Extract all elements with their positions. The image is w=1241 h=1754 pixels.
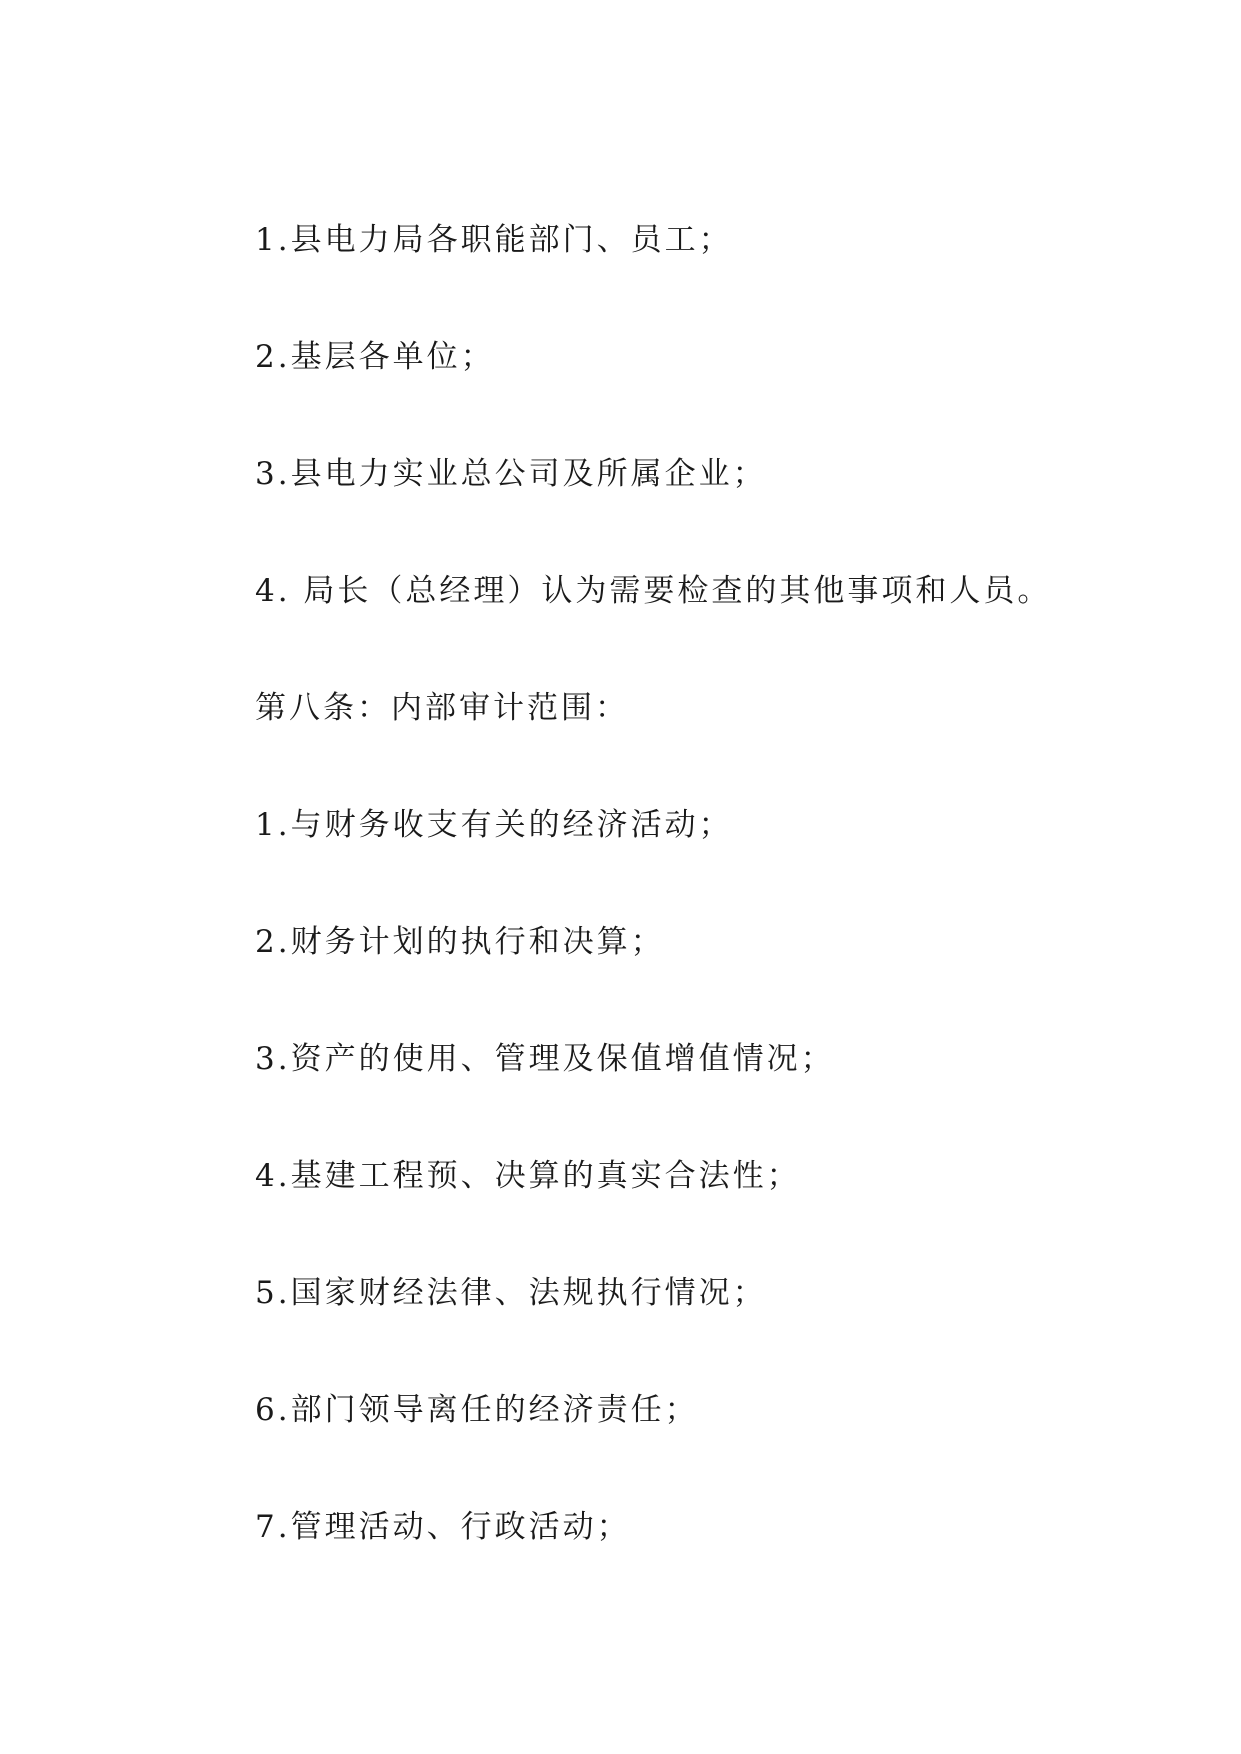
- list-item-audit-5: 5.国家财经法律、法规执行情况；: [255, 1275, 767, 1311]
- list-item-scope-4: 4. 局长（总经理）认为需要检查的其他事项和人员。: [255, 573, 1052, 609]
- list-item-scope-1: 1.县电力局各职能部门、员工；: [255, 222, 733, 258]
- list-item-scope-2: 2.基层各单位；: [255, 339, 495, 375]
- list-item-audit-3: 3.资产的使用、管理及保值增值情况；: [255, 1041, 835, 1077]
- document-body: [255, 215, 1135, 1619]
- list-item-audit-1: 1.与财务收支有关的经济活动；: [255, 807, 733, 843]
- list-item-audit-4: 4.基建工程预、决算的真实合法性；: [255, 1158, 801, 1194]
- list-item-audit-2: 2.财务计划的执行和决算；: [255, 924, 665, 960]
- list-item-audit-7: 7.管理活动、行政活动；: [255, 1509, 631, 1545]
- list-item-scope-3: 3.县电力实业总公司及所属企业；: [255, 456, 767, 492]
- article-8-heading: 第八条：内部审计范围：: [255, 690, 629, 726]
- list-item-audit-6: 6.部门领导离任的经济责任；: [255, 1392, 699, 1428]
